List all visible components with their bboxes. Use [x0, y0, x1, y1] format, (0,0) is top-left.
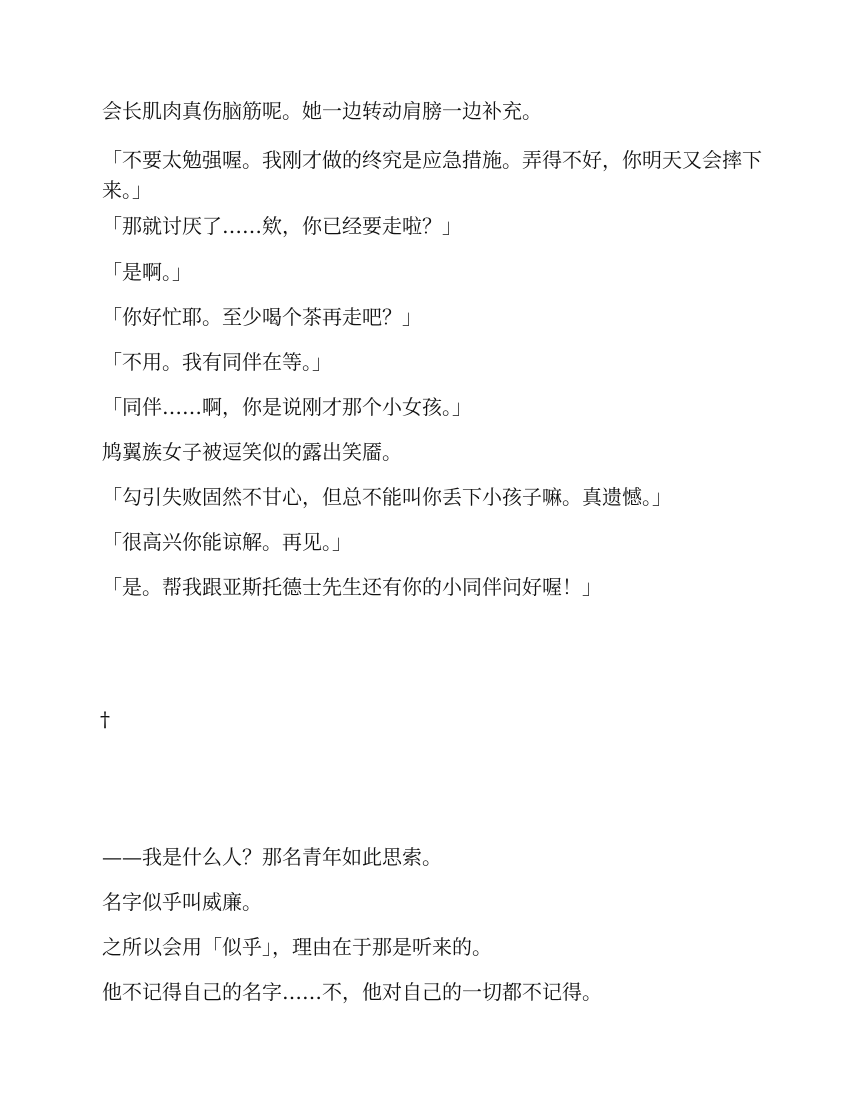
paragraph: 之所以会用「似乎」，理由在于那是听来的。	[102, 935, 492, 959]
paragraph: 「你好忙耶。至少喝个茶再走吧？」	[102, 305, 422, 329]
paragraph: 「是啊。」	[102, 260, 192, 284]
paragraph: 「勾引失败固然不甘心，但总不能叫你丢下小孩子嘛。真遗憾。」	[102, 485, 672, 509]
paragraph: 「很高兴你能谅解。再见。」	[102, 530, 352, 554]
section-break-dagger: †	[100, 707, 110, 731]
paragraph: 「不用。我有同伴在等。」	[102, 350, 332, 374]
paragraph: 「同伴……啊，你是说刚才那个小女孩。」	[102, 395, 472, 419]
paragraph: 名字似乎叫威廉。	[102, 890, 262, 914]
paragraph: 「那就讨厌了……欸，你已经要走啦？」	[102, 214, 462, 238]
paragraph: ——我是什么人？那名青年如此思索。	[102, 845, 442, 869]
paragraph: 「不要太勉强喔。我刚才做的终究是应急措施。弄得不好，你明天又会摔下来。」	[102, 148, 762, 202]
paragraph: 他不记得自己的名字……不，他对自己的一切都不记得。	[102, 980, 602, 1004]
paragraph: 「是。帮我跟亚斯托德士先生还有你的小同伴问好喔！」	[102, 575, 602, 599]
paragraph: 会长肌肉真伤脑筋呢。她一边转动肩膀一边补充。	[102, 99, 542, 123]
paragraph: 鸠翼族女子被逗笑似的露出笑靥。	[102, 440, 402, 464]
